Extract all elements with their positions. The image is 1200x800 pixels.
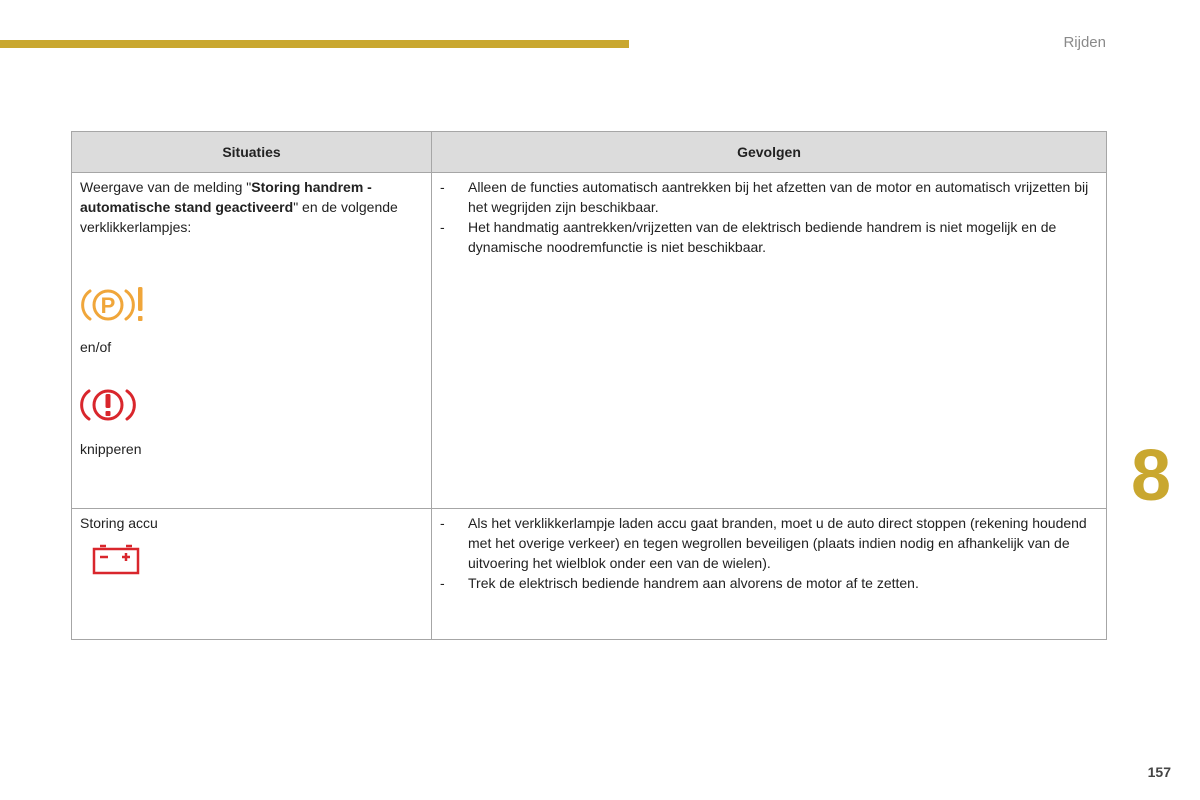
connector-text: en/of [80, 339, 112, 355]
consequence-text: Als het verklikkerlampje laden accu gaat branden, moet u de auto direct stoppen (rekening houdend met het overige verkeer) en tegen wegrollen beveiligen (plaats indien nodig en afhankelijk van de uitvoering het wielblok onder een van de wielen). [468, 515, 1087, 571]
consequence-text: Alleen de functies automatisch aantrekken bij het afzetten van de motor en automatisch vrijzetten bij het wegrijden zijn beschikbaar. [468, 179, 1089, 215]
situation-text-before: Weergave van de melding " [80, 179, 252, 195]
chapter-number: 8 [1130, 436, 1172, 516]
blinking-note: knipperen [80, 441, 142, 457]
consequence-text: Trek de elektrisch bediende handrem aan alvorens de motor af te zetten. [468, 575, 919, 591]
consequences-list [440, 513, 1098, 593]
column-header-consequences: Gevolgen [432, 132, 1107, 173]
list-item [440, 217, 1098, 257]
bullet-dash: - [440, 179, 445, 195]
table-row [72, 173, 1107, 509]
bullet-dash: - [440, 575, 445, 591]
situation-description: Storing accu [80, 515, 158, 531]
consequences-cell [432, 173, 1107, 509]
section-title: Rijden [1063, 34, 1106, 51]
consequence-text: Het handmatig aantrekken/vrijzetten van de elektrisch bediende handrem is niet mogelijk en de dynamische noodremfunctie is niet beschikbaar. [468, 219, 1057, 255]
table-header-row [72, 132, 1107, 173]
brake-fault-icon [80, 381, 423, 429]
list-item [440, 513, 1098, 573]
consequences-list [440, 177, 1098, 257]
parking-brake-warning-icon [80, 281, 423, 329]
situation-cell [72, 509, 432, 640]
header-accent-bar [0, 40, 629, 48]
bullet-dash: - [440, 515, 445, 531]
svg-text:P: P [100, 293, 116, 318]
column-header-situations: Situaties [72, 132, 432, 173]
consequences-cell [432, 509, 1107, 640]
warning-message-text: Storing handrem - automatische stand geactiveerd [80, 179, 372, 215]
situations-table [71, 131, 1107, 640]
situation-cell [72, 173, 432, 509]
situation-description [80, 177, 423, 237]
page-number: 157 [1147, 764, 1171, 780]
table-row [72, 509, 1107, 640]
battery-charge-icon [80, 543, 423, 577]
situation-text-after: " en de volgende verklikkerlampjes: [80, 199, 398, 235]
list-item [440, 177, 1098, 217]
bullet-dash: - [440, 219, 445, 235]
list-item [440, 573, 1098, 593]
